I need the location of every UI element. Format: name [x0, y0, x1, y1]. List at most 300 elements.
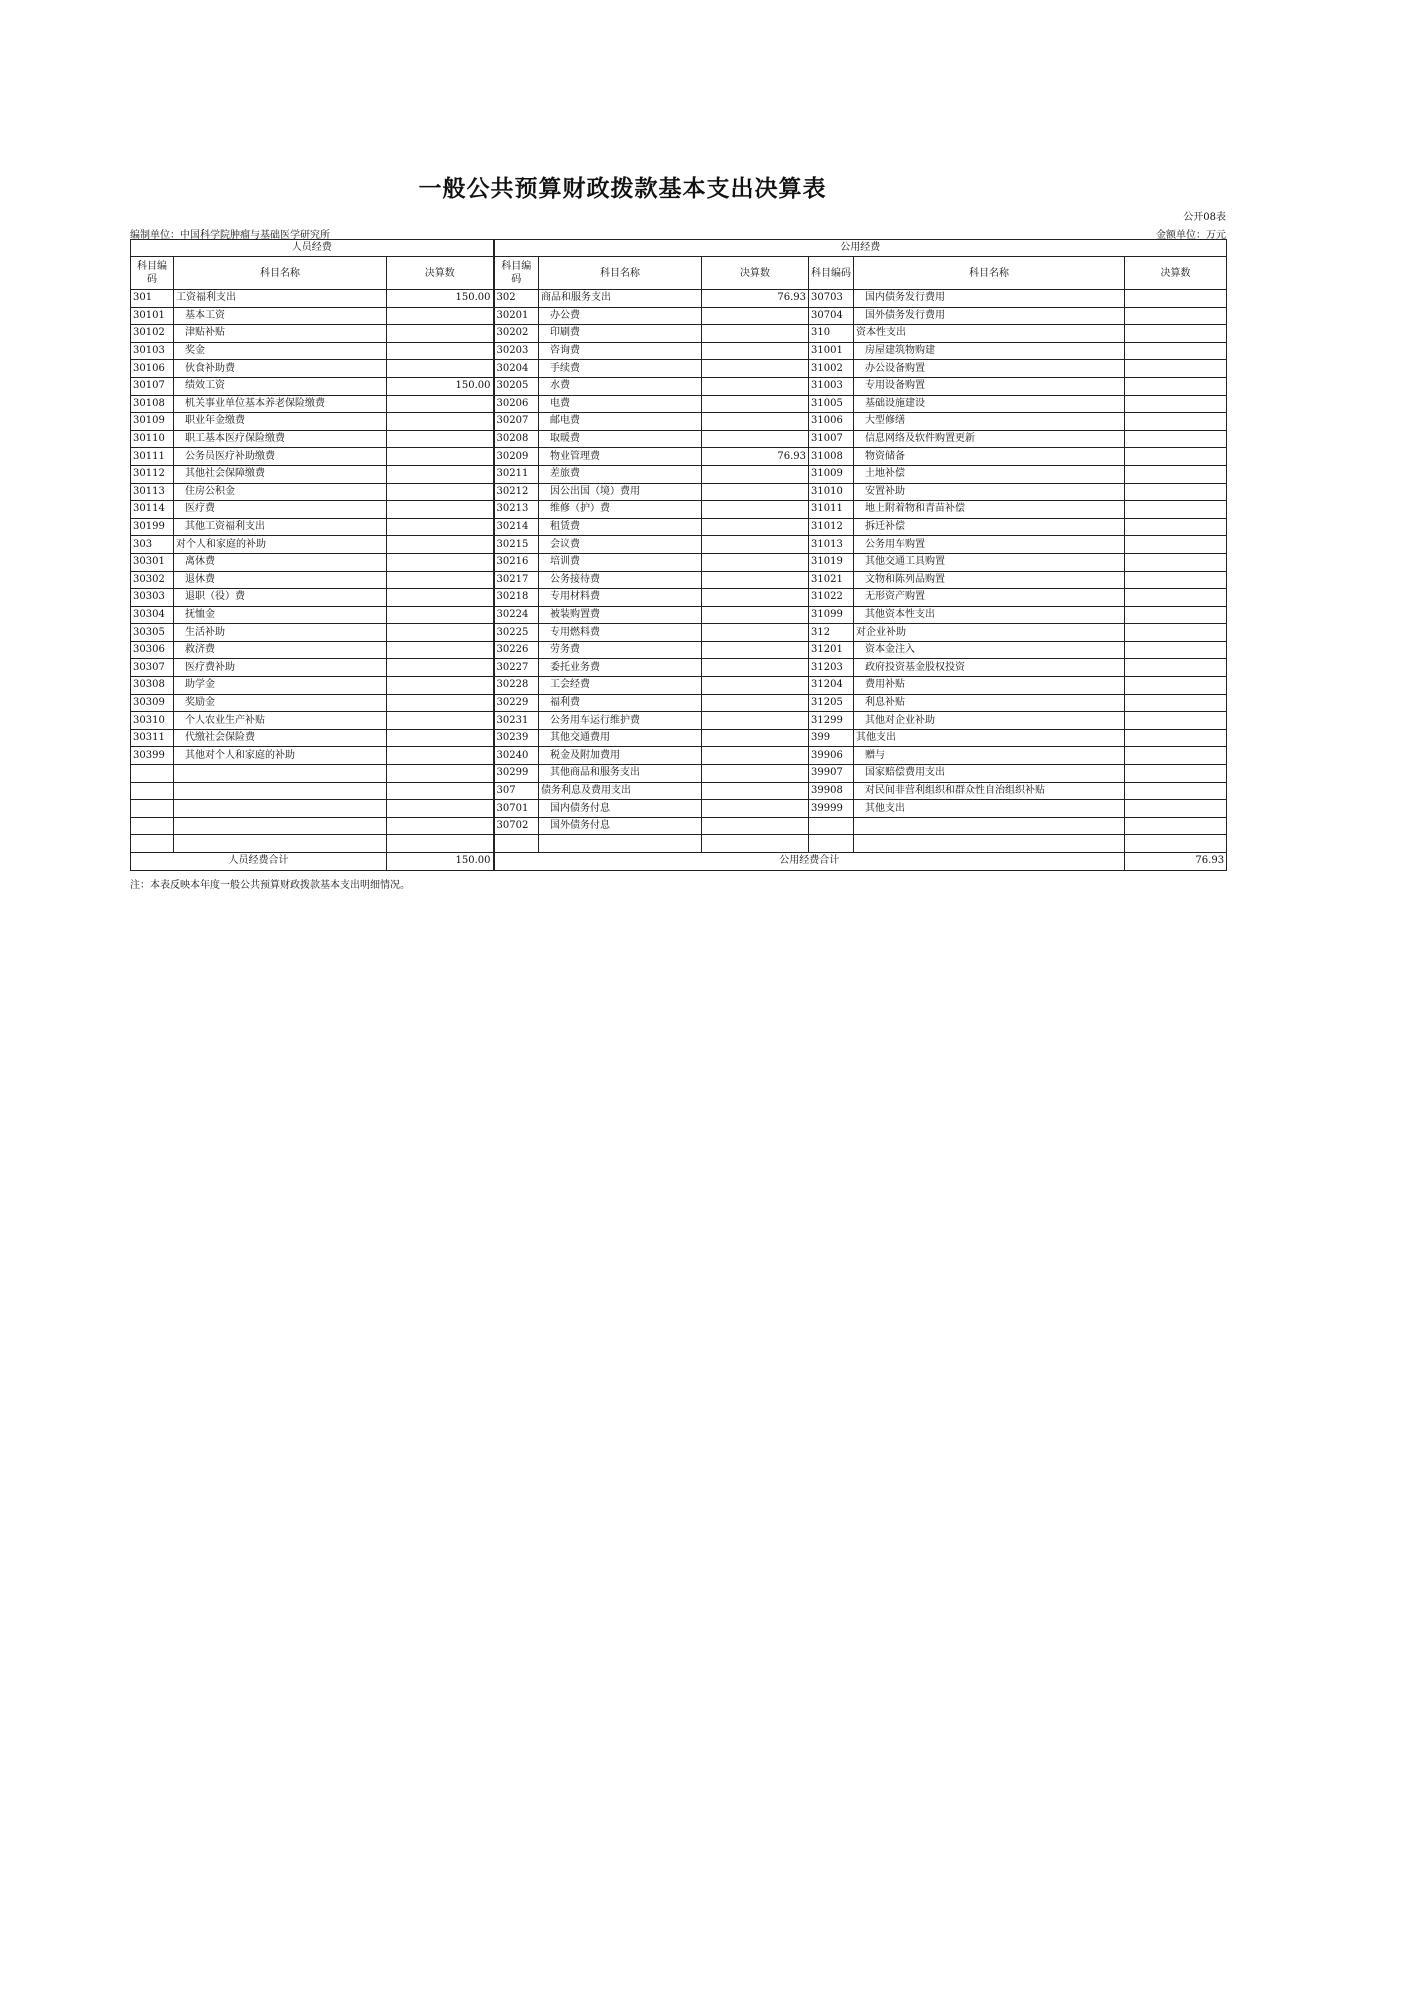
amount-value [1125, 765, 1227, 783]
amount-value [387, 589, 494, 607]
amount-value [1125, 677, 1227, 695]
subject-code: 30108 [131, 395, 174, 413]
table-row [131, 342, 1227, 360]
subject-name [174, 835, 387, 853]
subject-code: 30203 [494, 342, 539, 360]
amount-value [387, 571, 494, 589]
subject-code: 31005 [809, 395, 854, 413]
subject-code: 31022 [809, 589, 854, 607]
amount-value [702, 606, 809, 624]
subject-name: 专用燃料费 [539, 624, 702, 642]
subject-name: 对个人和家庭的补助 [174, 536, 387, 554]
subject-code [809, 817, 854, 835]
group-header-row [131, 240, 1227, 257]
subject-code: 30103 [131, 342, 174, 360]
subject-code: 30229 [494, 694, 539, 712]
subject-code: 30299 [494, 765, 539, 783]
amount-value [387, 624, 494, 642]
amount-value [702, 659, 809, 677]
subject-name: 其他交通费用 [539, 729, 702, 747]
subject-code: 399 [809, 729, 854, 747]
subject-code [809, 835, 854, 853]
subject-code: 30231 [494, 712, 539, 730]
amount-value [387, 413, 494, 431]
subject-code: 30701 [494, 800, 539, 818]
col-header-name: 科目名称 [539, 257, 702, 290]
amount-value [387, 765, 494, 783]
subject-name: 其他支出 [854, 729, 1125, 747]
subject-code: 30703 [809, 290, 854, 308]
subject-name: 住房公积金 [174, 483, 387, 501]
subject-code: 31011 [809, 501, 854, 519]
table-row [131, 307, 1227, 325]
subject-code: 30213 [494, 501, 539, 519]
amount-value [1125, 395, 1227, 413]
subject-name: 职业年金缴费 [174, 413, 387, 431]
amount-value: 150.00 [387, 290, 494, 308]
amount-value [387, 606, 494, 624]
amount-value [387, 553, 494, 571]
subject-code [131, 835, 174, 853]
subject-code: 30218 [494, 589, 539, 607]
amount-value [1125, 624, 1227, 642]
amount-value [387, 518, 494, 536]
subject-name [174, 800, 387, 818]
table-row [131, 536, 1227, 554]
amount-value [702, 465, 809, 483]
amount-value [702, 536, 809, 554]
subject-name: 其他交通工具购置 [854, 553, 1125, 571]
amount-value [702, 395, 809, 413]
subject-name: 其他支出 [854, 800, 1125, 818]
table-row [131, 641, 1227, 659]
col-header-code: 科目编码 [131, 257, 174, 290]
table-row [131, 712, 1227, 730]
subject-code: 31001 [809, 342, 854, 360]
subject-name: 资本金注入 [854, 641, 1125, 659]
subject-name: 文物和陈列品购置 [854, 571, 1125, 589]
subject-code: 39908 [809, 782, 854, 800]
amount-value [1125, 465, 1227, 483]
subject-code: 31012 [809, 518, 854, 536]
table-row [131, 800, 1227, 818]
subject-code: 30114 [131, 501, 174, 519]
subject-name: 国家赔偿费用支出 [854, 765, 1125, 783]
table-row [131, 290, 1227, 308]
subject-name: 个人农业生产补贴 [174, 712, 387, 730]
subject-code: 30301 [131, 553, 174, 571]
form-code: 公开08表 [1183, 212, 1226, 223]
subject-code: 30101 [131, 307, 174, 325]
subject-code: 30111 [131, 448, 174, 466]
amount-value [702, 641, 809, 659]
amount-value [387, 448, 494, 466]
amount-value [1125, 518, 1227, 536]
amount-value [1125, 729, 1227, 747]
amount-value [1125, 589, 1227, 607]
subject-name: 手续费 [539, 360, 702, 378]
amount-value [387, 712, 494, 730]
amount-value [702, 553, 809, 571]
subject-code: 31099 [809, 606, 854, 624]
table-row [131, 747, 1227, 765]
column-header-row [131, 257, 1227, 290]
subject-name [174, 765, 387, 783]
amount-value [387, 835, 494, 853]
subject-name: 医疗费补助 [174, 659, 387, 677]
subject-code: 30225 [494, 624, 539, 642]
subject-code: 30305 [131, 624, 174, 642]
subject-code: 303 [131, 536, 174, 554]
subject-code: 30202 [494, 325, 539, 343]
subject-name [854, 817, 1125, 835]
table-row [131, 448, 1227, 466]
subject-name: 大型修缮 [854, 413, 1125, 431]
amount-value [1125, 448, 1227, 466]
amount-value [702, 518, 809, 536]
subject-code: 39906 [809, 747, 854, 765]
subject-code: 30217 [494, 571, 539, 589]
amount-value [1125, 430, 1227, 448]
subject-code: 30399 [131, 747, 174, 765]
subject-name: 物业管理费 [539, 448, 702, 466]
table-row [131, 553, 1227, 571]
subject-code: 31007 [809, 430, 854, 448]
subject-code: 310 [809, 325, 854, 343]
table-row [131, 589, 1227, 607]
amount-value: 76.93 [702, 448, 809, 466]
subject-name: 培训费 [539, 553, 702, 571]
amount-value [702, 694, 809, 712]
public-total-value: 76.93 [1125, 853, 1227, 871]
subject-name: 奖金 [174, 342, 387, 360]
personnel-group-header: 人员经费 [131, 240, 494, 257]
subject-name: 政府投资基金股权投资 [854, 659, 1125, 677]
table-row [131, 377, 1227, 395]
table-row [131, 430, 1227, 448]
table-row [131, 835, 1227, 853]
amount-value [702, 782, 809, 800]
subject-name: 拆迁补偿 [854, 518, 1125, 536]
table-row [131, 413, 1227, 431]
page-title: 一般公共预算财政拨款基本支出决算表 [418, 176, 827, 202]
amount-value [702, 747, 809, 765]
subject-name: 国内债务付息 [539, 800, 702, 818]
subject-code: 30307 [131, 659, 174, 677]
subject-name: 电费 [539, 395, 702, 413]
subject-code: 30306 [131, 641, 174, 659]
subject-name: 水费 [539, 377, 702, 395]
amount-value [702, 360, 809, 378]
amount-value [1125, 360, 1227, 378]
amount-value [387, 817, 494, 835]
subject-name: 对民间非营利组织和群众性自治组织补贴 [854, 782, 1125, 800]
amount-value [702, 307, 809, 325]
amount-unit: 金额单位：万元 [1156, 230, 1226, 241]
subject-code [494, 835, 539, 853]
amount-value [702, 765, 809, 783]
amount-value [1125, 659, 1227, 677]
amount-value [1125, 307, 1227, 325]
subject-name: 咨询费 [539, 342, 702, 360]
subject-code: 30106 [131, 360, 174, 378]
subject-name: 其他对企业补助 [854, 712, 1125, 730]
subject-name: 印刷费 [539, 325, 702, 343]
amount-value [387, 307, 494, 325]
subject-name: 基本工资 [174, 307, 387, 325]
subject-name: 绩效工资 [174, 377, 387, 395]
subject-code: 30209 [494, 448, 539, 466]
subject-code: 30204 [494, 360, 539, 378]
footnote: 注：本表反映本年度一般公共预算财政拨款基本支出明细情况。 [130, 880, 410, 891]
subject-name: 公务接待费 [539, 571, 702, 589]
amount-value [702, 483, 809, 501]
subject-code: 31021 [809, 571, 854, 589]
amount-value [387, 395, 494, 413]
amount-value [387, 536, 494, 554]
col-header-amount: 决算数 [387, 257, 494, 290]
amount-value [1125, 782, 1227, 800]
amount-value [702, 817, 809, 835]
subject-code: 31010 [809, 483, 854, 501]
table-row [131, 729, 1227, 747]
table-row [131, 483, 1227, 501]
subject-name: 取暖费 [539, 430, 702, 448]
amount-value [702, 624, 809, 642]
subject-code: 30228 [494, 677, 539, 695]
subject-name: 其他资本性支出 [854, 606, 1125, 624]
table-row [131, 465, 1227, 483]
subject-name: 办公费 [539, 307, 702, 325]
subject-name: 助学金 [174, 677, 387, 695]
subject-code: 30227 [494, 659, 539, 677]
amount-value [387, 342, 494, 360]
subject-code: 30308 [131, 677, 174, 695]
amount-value [1125, 800, 1227, 818]
amount-value: 76.93 [702, 290, 809, 308]
amount-value [1125, 377, 1227, 395]
table-body [131, 240, 1227, 871]
subject-name: 维修（护）费 [539, 501, 702, 519]
amount-value [387, 782, 494, 800]
subject-name: 医疗费 [174, 501, 387, 519]
table-row [131, 360, 1227, 378]
subject-code: 30302 [131, 571, 174, 589]
table-row [131, 659, 1227, 677]
subject-code: 312 [809, 624, 854, 642]
subject-name [174, 817, 387, 835]
subject-name: 基础设施建设 [854, 395, 1125, 413]
table-row [131, 782, 1227, 800]
amount-value [1125, 694, 1227, 712]
subject-name: 代缴社会保险费 [174, 729, 387, 747]
amount-value [387, 483, 494, 501]
subject-name: 租赁费 [539, 518, 702, 536]
subject-name: 国外债务付息 [539, 817, 702, 835]
amount-value [1125, 817, 1227, 835]
subject-code: 31019 [809, 553, 854, 571]
subject-name: 税金及附加费用 [539, 747, 702, 765]
subject-code: 30110 [131, 430, 174, 448]
subject-code: 302 [494, 290, 539, 308]
subject-code: 30208 [494, 430, 539, 448]
amount-value [702, 342, 809, 360]
subject-code: 30113 [131, 483, 174, 501]
subject-name: 职工基本医疗保险缴费 [174, 430, 387, 448]
subject-code: 31003 [809, 377, 854, 395]
subject-name: 信息网络及软件购置更新 [854, 430, 1125, 448]
subject-code: 30212 [494, 483, 539, 501]
totals-row [131, 853, 1227, 871]
subject-code: 31006 [809, 413, 854, 431]
amount-value [702, 430, 809, 448]
subject-name: 退休费 [174, 571, 387, 589]
subject-name: 专用设备购置 [854, 377, 1125, 395]
amount-value [387, 641, 494, 659]
subject-code [131, 800, 174, 818]
amount-value [702, 325, 809, 343]
subject-code: 30702 [494, 817, 539, 835]
subject-name: 对企业补助 [854, 624, 1125, 642]
amount-value [1125, 413, 1227, 431]
subject-code: 30215 [494, 536, 539, 554]
expenditure-table [130, 239, 1227, 871]
subject-code: 31201 [809, 641, 854, 659]
subject-name: 利息补贴 [854, 694, 1125, 712]
col-header-code: 科目编码 [809, 257, 854, 290]
amount-value [387, 747, 494, 765]
table-row [131, 817, 1227, 835]
subject-name: 伙食补助费 [174, 360, 387, 378]
subject-name: 费用补贴 [854, 677, 1125, 695]
subject-name: 公务用车运行维护费 [539, 712, 702, 730]
subject-code: 30704 [809, 307, 854, 325]
table-row [131, 677, 1227, 695]
subject-name: 其他社会保障缴费 [174, 465, 387, 483]
subject-code: 30109 [131, 413, 174, 431]
subject-code: 30303 [131, 589, 174, 607]
subject-code: 31008 [809, 448, 854, 466]
subject-name: 离休费 [174, 553, 387, 571]
col-header-code: 科目编码 [494, 257, 539, 290]
subject-name: 专用材料费 [539, 589, 702, 607]
subject-code: 31205 [809, 694, 854, 712]
subject-code: 301 [131, 290, 174, 308]
subject-code: 30240 [494, 747, 539, 765]
subject-code: 30224 [494, 606, 539, 624]
subject-name: 商品和服务支出 [539, 290, 702, 308]
amount-value [702, 729, 809, 747]
amount-value [1125, 641, 1227, 659]
table-row [131, 606, 1227, 624]
amount-value [1125, 712, 1227, 730]
subject-name: 房屋建筑物购建 [854, 342, 1125, 360]
table-row [131, 765, 1227, 783]
amount-value [702, 835, 809, 853]
table-row [131, 395, 1227, 413]
col-header-amount: 决算数 [702, 257, 809, 290]
subject-code: 30226 [494, 641, 539, 659]
personnel-total-value: 150.00 [387, 853, 494, 871]
subject-name: 国内债务发行费用 [854, 290, 1125, 308]
subject-name: 国外债务发行费用 [854, 307, 1125, 325]
subject-code: 30311 [131, 729, 174, 747]
compiling-unit: 编制单位：中国科学院肿瘤与基础医学研究所 [130, 230, 330, 241]
amount-value: 150.00 [387, 377, 494, 395]
subject-code: 30304 [131, 606, 174, 624]
subject-name: 邮电费 [539, 413, 702, 431]
table-row [131, 694, 1227, 712]
amount-value [1125, 290, 1227, 308]
amount-value [1125, 571, 1227, 589]
amount-value [387, 465, 494, 483]
subject-name [539, 835, 702, 853]
subject-code: 30239 [494, 729, 539, 747]
amount-value [1125, 536, 1227, 554]
amount-value [702, 800, 809, 818]
amount-value [1125, 342, 1227, 360]
subject-code: 31299 [809, 712, 854, 730]
table-row [131, 518, 1227, 536]
subject-name: 机关事业单位基本养老保险缴费 [174, 395, 387, 413]
col-header-name: 科目名称 [854, 257, 1125, 290]
subject-code [131, 817, 174, 835]
subject-name: 其他工资福利支出 [174, 518, 387, 536]
subject-name: 会议费 [539, 536, 702, 554]
subject-code: 31013 [809, 536, 854, 554]
subject-name: 土地补偿 [854, 465, 1125, 483]
subject-code: 31002 [809, 360, 854, 378]
subject-code: 30112 [131, 465, 174, 483]
subject-code [131, 782, 174, 800]
subject-name: 差旅费 [539, 465, 702, 483]
subject-name: 赠与 [854, 747, 1125, 765]
subject-code: 39999 [809, 800, 854, 818]
amount-value [1125, 553, 1227, 571]
public-group-header: 公用经费 [494, 240, 1227, 257]
subject-name: 救济费 [174, 641, 387, 659]
subject-code: 30107 [131, 377, 174, 395]
subject-name: 地上附着物和青苗补偿 [854, 501, 1125, 519]
subject-code: 39907 [809, 765, 854, 783]
subject-name: 债务利息及费用支出 [539, 782, 702, 800]
amount-value [702, 677, 809, 695]
amount-value [387, 677, 494, 695]
table-row [131, 624, 1227, 642]
table-row [131, 571, 1227, 589]
subject-code: 31009 [809, 465, 854, 483]
subject-name: 资本性支出 [854, 325, 1125, 343]
amount-value [387, 501, 494, 519]
subject-name: 公务员医疗补助缴费 [174, 448, 387, 466]
amount-value [387, 694, 494, 712]
amount-value [1125, 747, 1227, 765]
subject-name: 劳务费 [539, 641, 702, 659]
subject-name: 工会经费 [539, 677, 702, 695]
subject-code: 31204 [809, 677, 854, 695]
amount-value [387, 325, 494, 343]
subject-code: 30207 [494, 413, 539, 431]
subject-code: 30199 [131, 518, 174, 536]
subject-name: 办公设备购置 [854, 360, 1125, 378]
amount-value [1125, 483, 1227, 501]
col-header-amount: 决算数 [1125, 257, 1227, 290]
subject-name: 物资储备 [854, 448, 1125, 466]
public-total-label: 公用经费合计 [494, 853, 1125, 871]
subject-name: 委托业务费 [539, 659, 702, 677]
subject-code: 30102 [131, 325, 174, 343]
amount-value [702, 413, 809, 431]
